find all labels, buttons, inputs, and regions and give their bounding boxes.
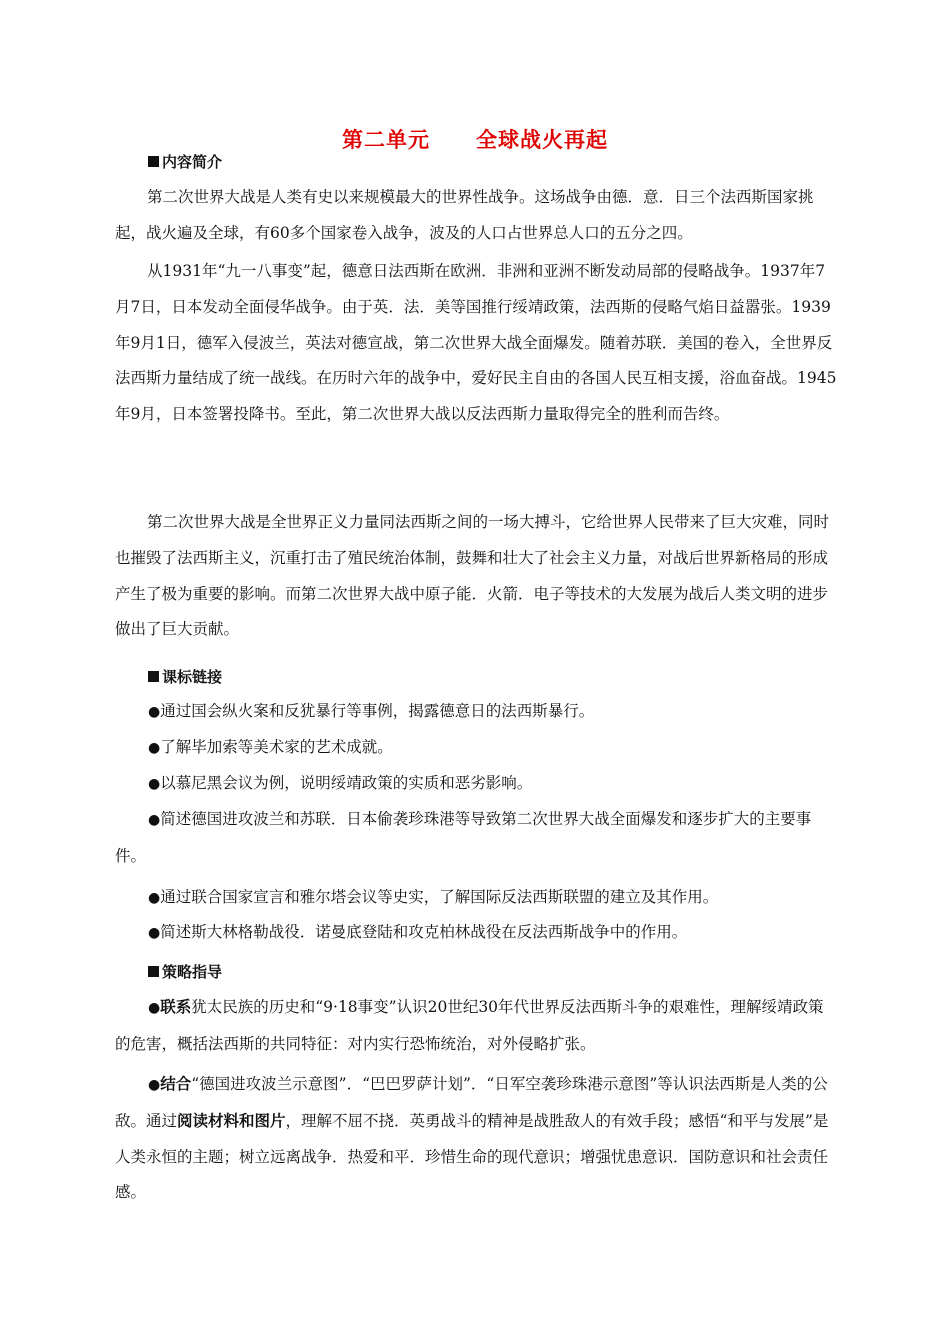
list-item: ●简述德国进攻波兰和苏联．日本偷袭珍珠港等导致第二次世界大战全面爆发和逐步扩大的主要事件。	[115, 810, 812, 865]
intro-paragraph-1: 第二次世界大战是人类有史以来规模最大的世界性战争。这场战争由德．意．日三个法西斯国家挑起，战火遍及全球，有60多个国家卷入战争，波及的人口占世界总人口的五分之四。	[115, 188, 814, 242]
unit-title: 全球战火再起	[476, 128, 608, 152]
list-item: ●通过国会纵火案和反犹暴行等事例，揭露德意日的法西斯暴行。	[148, 702, 595, 720]
bullet-icon: ●	[148, 1077, 161, 1093]
bullet-icon: ●	[148, 890, 161, 906]
section-heading-label: 策略指导	[162, 963, 223, 981]
list-item: ●了解毕加索等美术家的艺术成就。	[148, 738, 393, 756]
page-title	[0, 124, 950, 154]
bullet-icon: ●	[148, 1000, 161, 1016]
section-heading-standards	[148, 666, 222, 687]
bullet-icon: ●	[148, 925, 161, 941]
unit-label: 第二单元	[342, 128, 430, 152]
list-item: ●通过联合国家宣言和雅尔塔会议等史实，了解国际反法西斯联盟的建立及其作用。	[148, 888, 719, 906]
section-heading-label: 内容简介	[162, 153, 223, 171]
section-heading-strategy	[148, 961, 222, 982]
bullet-icon: ●	[148, 704, 161, 720]
list-item: ●结合“德国进攻波兰示意图”．“巴巴罗萨计划”．“日军空袭珍珠港示意图”等认识法西斯是人类的公敌。通过阅读材料和图片，理解不屈不挠．英勇战斗的精神是战胜敌人的有效手段；感悟“和平与发展”是人类永恒的主题；树立远离战争．热爱和平．珍惜生命的现代意识；增强忧患意识．国防意识和社会责任感。	[115, 1075, 829, 1202]
list-item: ●以慕尼黑会议为例，说明绥靖政策的实质和恶劣影响。	[148, 774, 533, 792]
list-item: ●联系犹太民族的历史和“9·18事变”认识20世纪30年代世界反法西斯斗争的艰难性，理解绥靖政策的危害，概括法西斯的共同特征：对内实行恐怖统治，对外侵略扩张。	[115, 998, 824, 1053]
bullet-icon: ●	[148, 740, 161, 756]
intro-paragraph-3: 第二次世界大战是全世界正义力量同法西斯之间的一场大搏斗，它给世界人民带来了巨大灾难，同时也摧毁了法西斯主义，沉重打击了殖民统治体制，鼓舞和壮大了社会主义力量，对战后世界新格局的形成产生了极为重要的影响。而第二次世界大战中原子能．火箭．电子等技术的大发展为战后人类文明的进步做出了巨大贡献。	[115, 513, 830, 639]
bullet-icon: ●	[148, 776, 161, 792]
intro-paragraph-2: 从1931年“九一八事变”起，德意日法西斯在欧洲．非洲和亚洲不断发动局部的侵略战争。1937年7月7日，日本发动全面侵华战争。由于英．法．美等国推行绥靖政策，法西斯的侵略气焰日益嚣张。1939年9月1日，德军入侵波兰，英法对德宣战，第二次世界大战全面爆发。随着苏联．美国的卷入，全世界反法西斯力量结成了统一战线。在历时六年的战争中，爱好民主自由的各国人民互相支援，浴血奋战。1945年9月，日本签署投降书。至此，第二次世界大战以反法西斯力量取得完全的胜利而告终。	[115, 262, 837, 424]
square-bullet-icon	[148, 671, 159, 682]
square-bullet-icon	[148, 966, 159, 977]
section-heading-label: 课标链接	[162, 668, 223, 686]
section-heading-intro	[148, 151, 222, 172]
bullet-icon: ●	[148, 812, 161, 828]
square-bullet-icon	[148, 156, 159, 167]
list-item: ●简述斯大林格勒战役．诺曼底登陆和攻克柏林战役在反法西斯战争中的作用。	[148, 923, 688, 941]
